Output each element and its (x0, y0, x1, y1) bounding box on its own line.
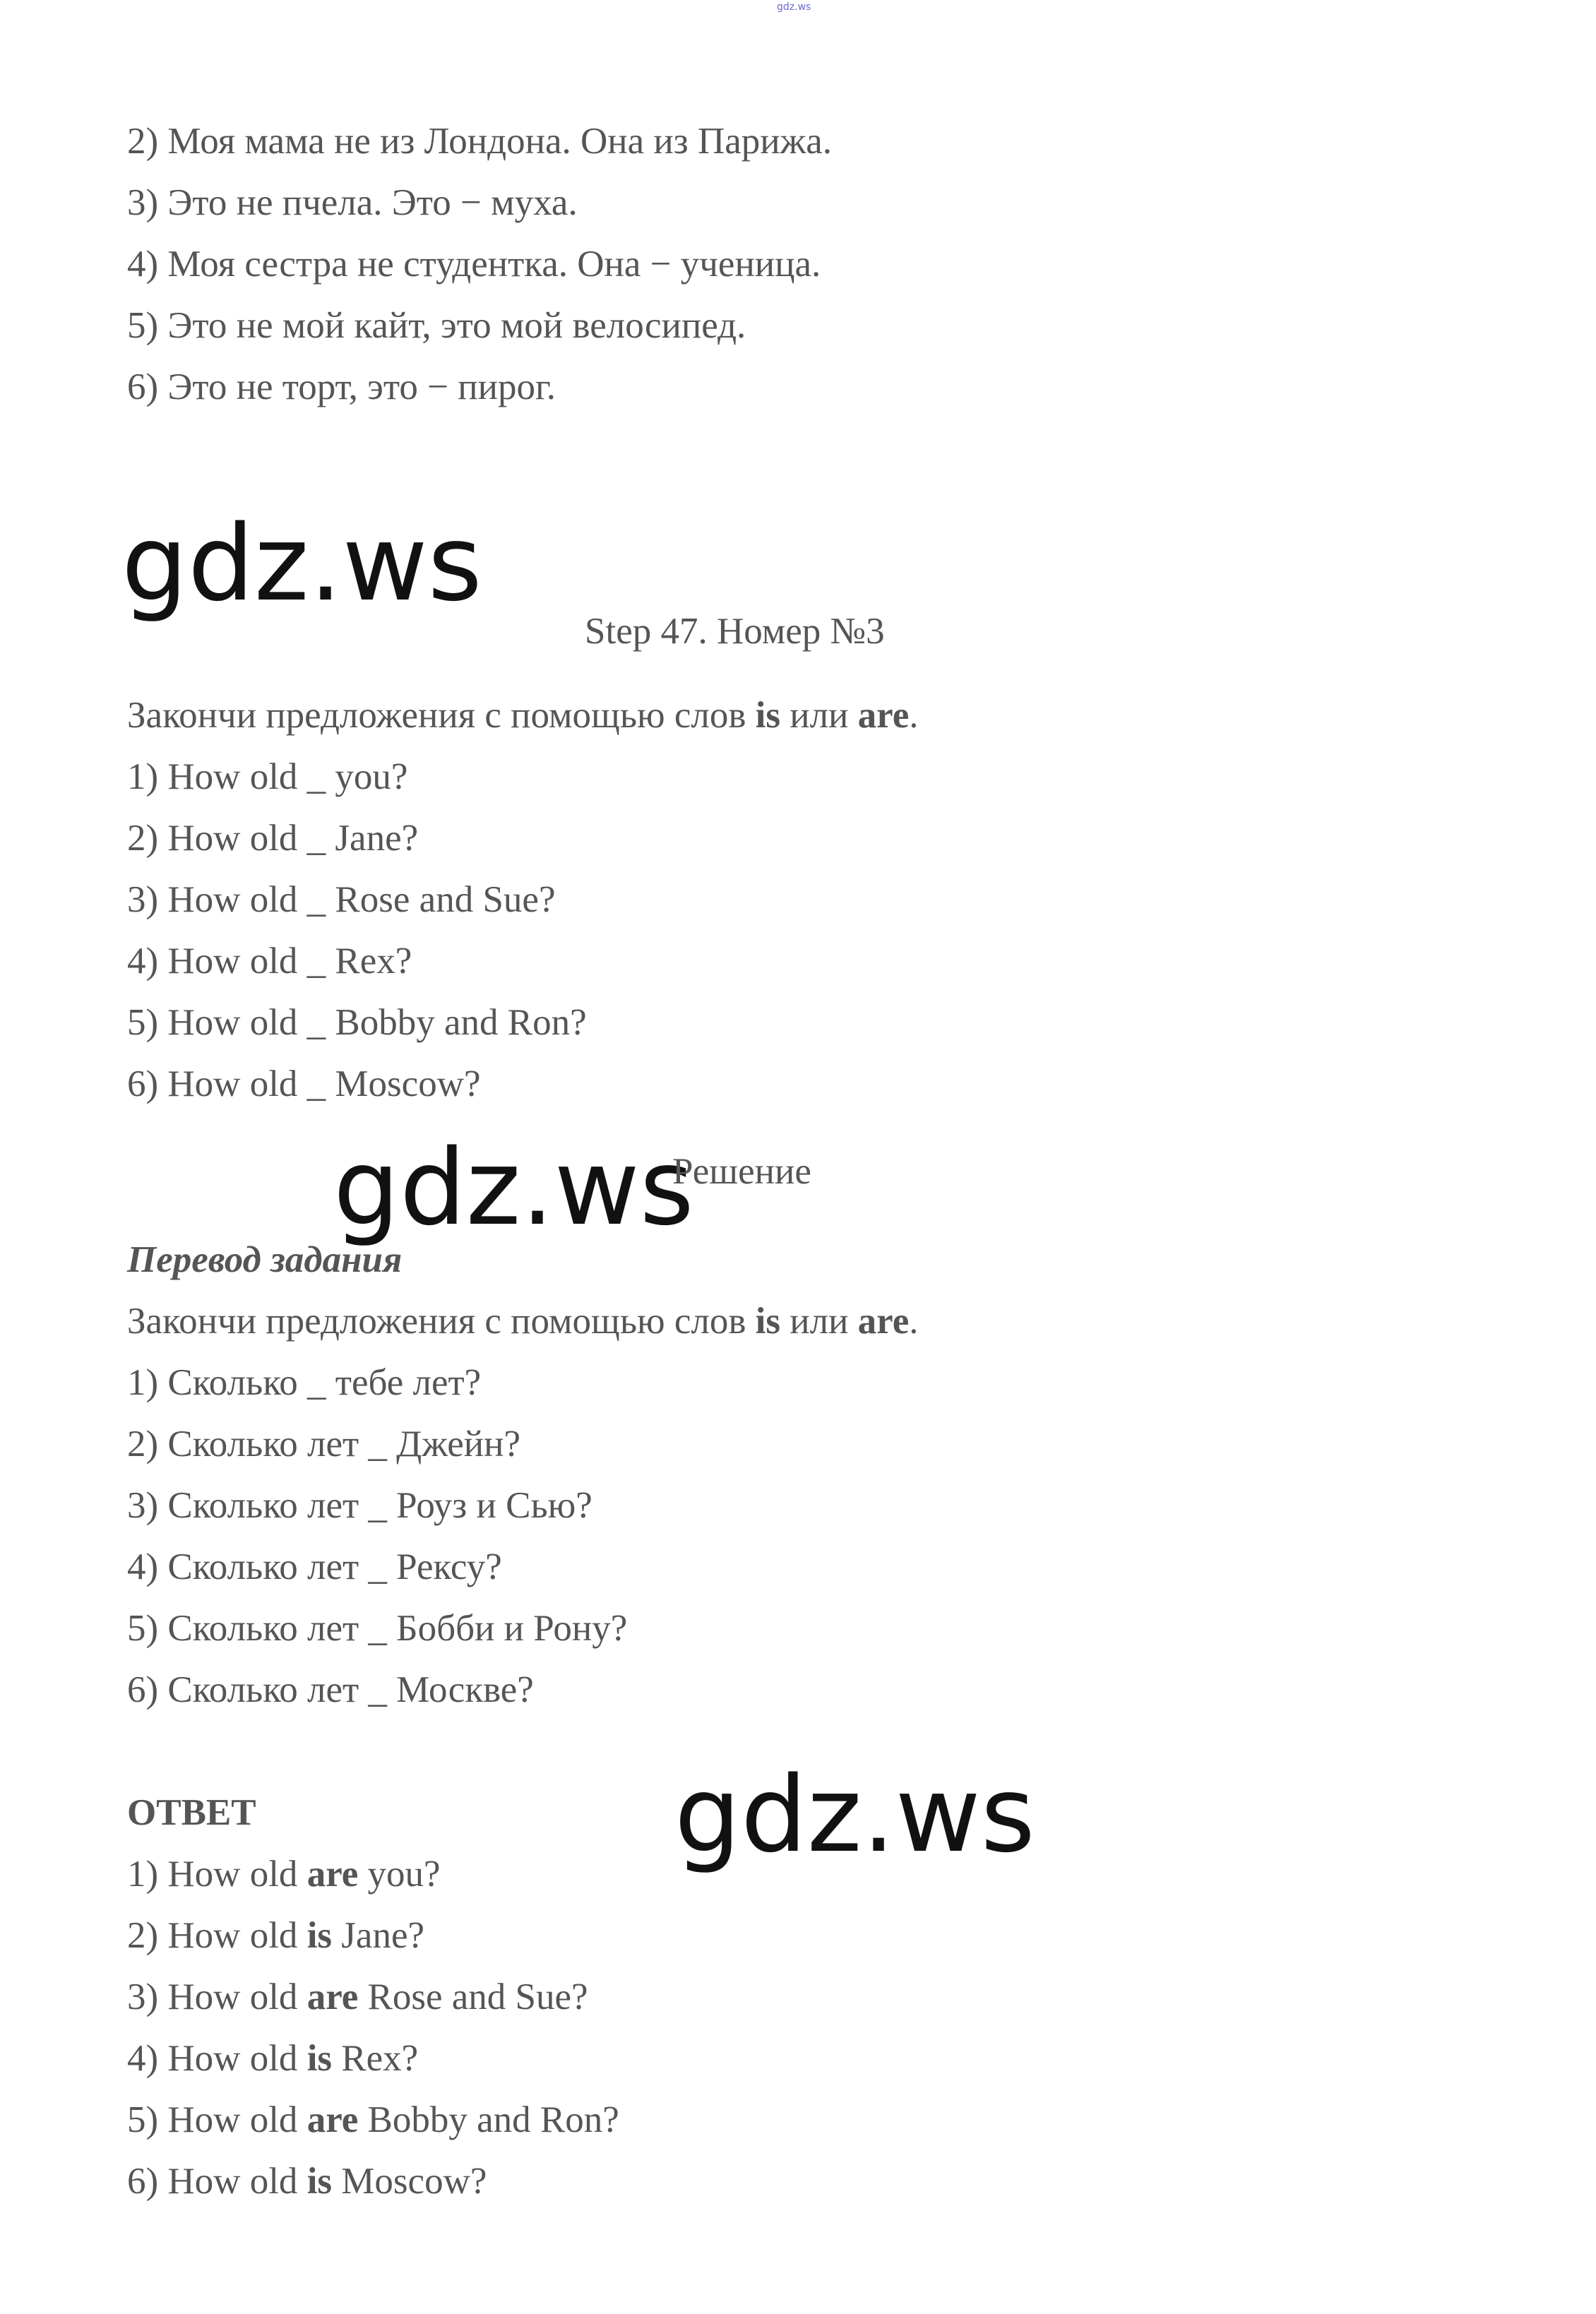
translation-task: Закончи предложения с помощью слов is или are. (127, 1301, 919, 1342)
answer-item: 1) How old are you? (127, 1854, 441, 1895)
translation-item: 4) Сколько лет _ Рексу? (127, 1546, 502, 1587)
answer-item: 5) How old are Bobby and Ron? (127, 2099, 619, 2140)
question-item: 2) How old _ Jane? (127, 818, 419, 859)
answer-heading: ОТВЕТ (127, 1792, 256, 1833)
prev-answer-line: 2) Моя мама не из Лондона. Она из Парижа. (127, 121, 833, 162)
answer-item: 3) How old are Rose and Sue? (127, 1976, 588, 2017)
question-item: 3) How old _ Rose and Sue? (127, 879, 556, 920)
question-item: 6) How old _ Moscow? (127, 1063, 481, 1104)
translation-item: 5) Сколько лет _ Бобби и Рону? (127, 1608, 628, 1649)
translation-heading: Перевод задания (127, 1239, 403, 1280)
translation-item: 6) Сколько лет _ Москве? (127, 1669, 534, 1710)
gdz-logo: gdz.ws (674, 1754, 1035, 1875)
translation-item: 1) Сколько _ тебе лет? (127, 1362, 482, 1403)
question-item: 4) How old _ Rex? (127, 941, 412, 982)
question-item: 1) How old _ you? (127, 756, 408, 797)
prev-answer-line: 4) Моя сестра не студентка. Она − ученица. (127, 244, 821, 285)
answer-item: 2) How old is Jane? (127, 1915, 424, 1956)
gdz-logo: gdz.ws (333, 1127, 694, 1248)
question-item: 5) How old _ Bobby and Ron? (127, 1002, 587, 1043)
prev-answer-line: 6) Это не торт, это − пирог. (127, 366, 556, 407)
prev-answer-line: 3) Это не пчела. Это − муха. (127, 182, 578, 223)
top-watermark: gdz.ws (777, 1, 811, 13)
prev-answer-line: 5) Это не мой кайт, это мой велосипед. (127, 305, 746, 346)
translation-item: 2) Сколько лет _ Джейн? (127, 1424, 521, 1465)
answer-item: 4) How old is Rex? (127, 2038, 419, 2079)
solution-label: Решение (672, 1151, 811, 1192)
gdz-logo: gdz.ws (121, 503, 482, 624)
section-title: Step 47. Номер №3 (585, 611, 885, 652)
task-instruction: Закончи предложения с помощью слов is или are. (127, 695, 919, 736)
answer-item: 6) How old is Moscow? (127, 2161, 487, 2202)
translation-item: 3) Сколько лет _ Роуз и Сью? (127, 1485, 592, 1526)
